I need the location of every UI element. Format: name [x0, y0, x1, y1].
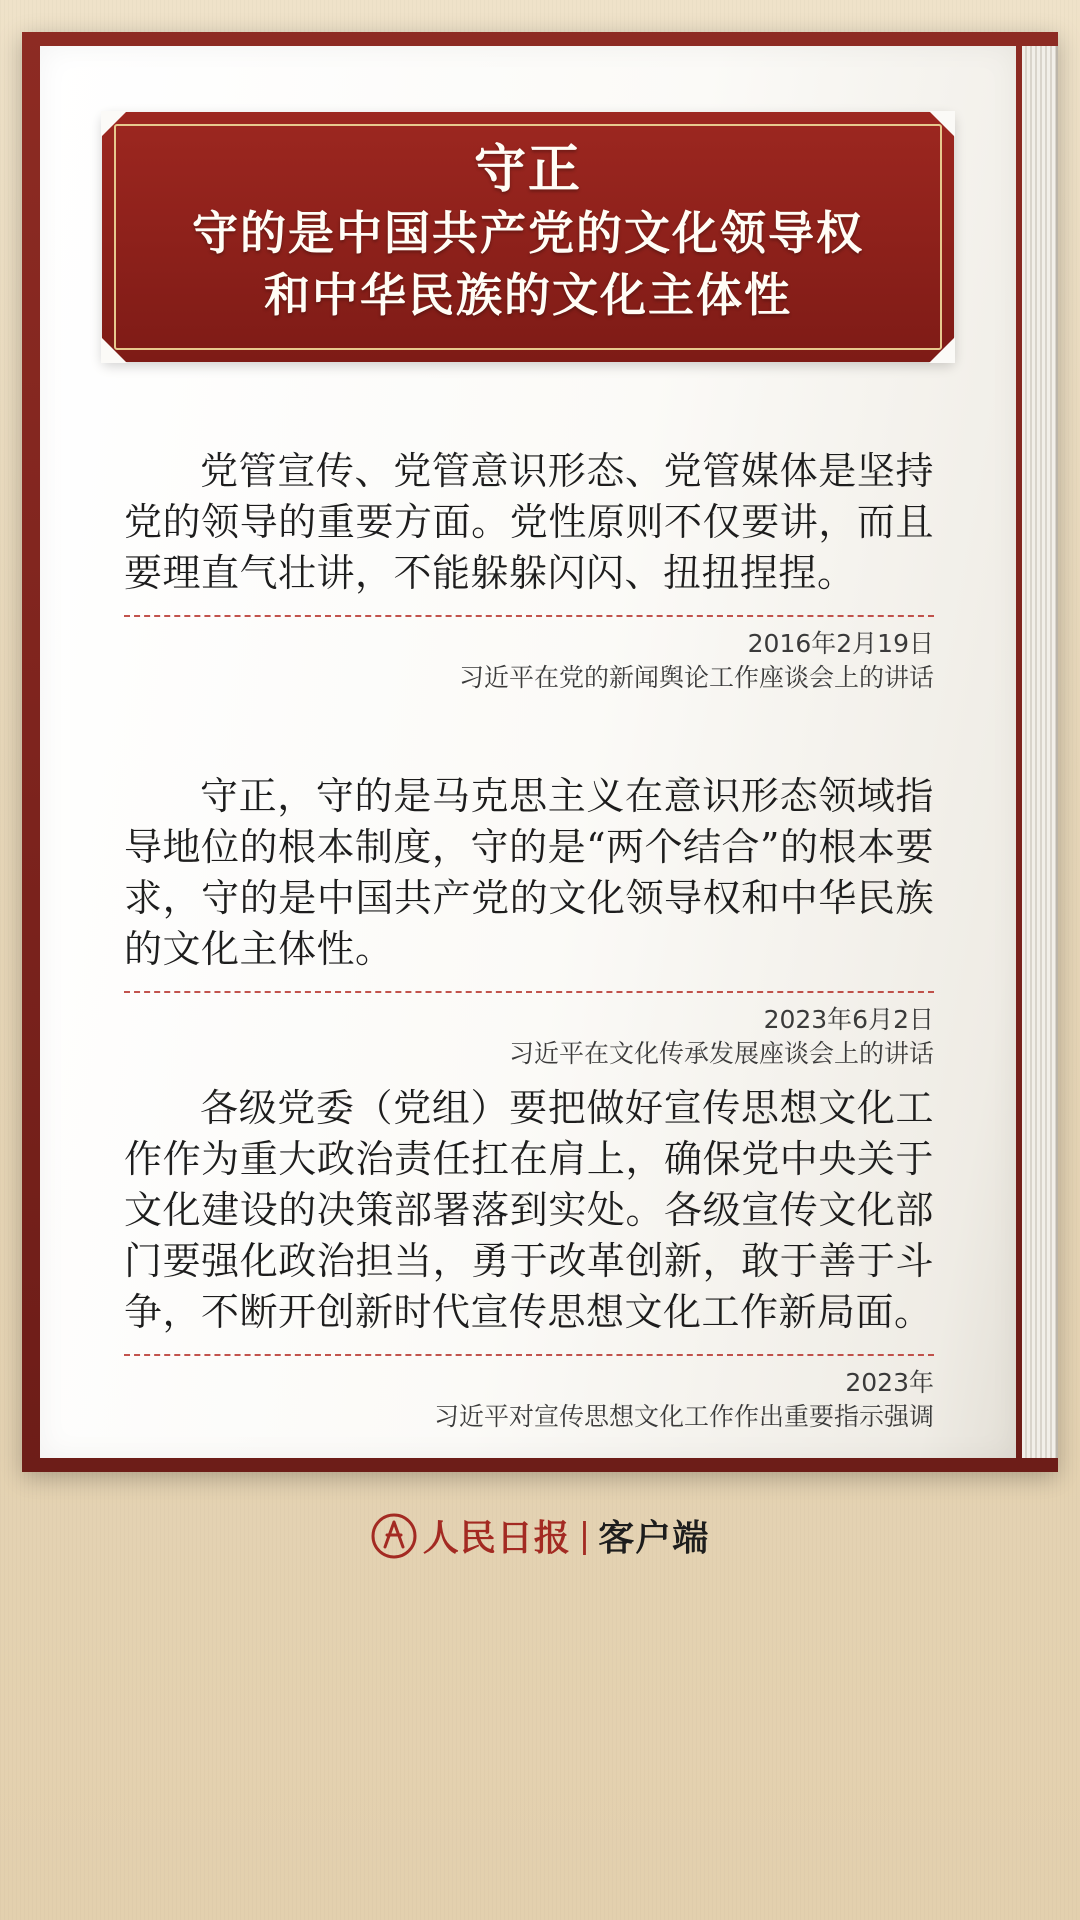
quote-text: 党管宣传、党管意识形态、党管媒体是坚持党的领导的重要方面。党性原则不仅要讲，而且要理直气壮讲，不能躲躲闪闪、扭扭捏捏。	[124, 449, 934, 595]
quote-text: 各级党委（党组）要把做好宣传思想文化工作作为重大政治责任扛在肩上，确保党中央关于文化建设的决策部署落到实处。各级宣传文化部门要强化政治担当，勇于改革创新，敢于善于斗争，不断开创新时代宣传思想文化工作新局面。	[124, 1086, 934, 1334]
title-line-2: 守的是中国共产党的文化领导权	[192, 206, 864, 260]
quote-block	[124, 1083, 934, 1434]
quote-date: 2023年	[845, 1368, 934, 1397]
peoples-daily-logo-icon	[371, 1513, 417, 1559]
page-title	[102, 138, 954, 326]
quote-block	[124, 771, 934, 1071]
quote-source: 习近平在党的新闻舆论工作座谈会上的讲话	[458, 663, 934, 692]
quote-date: 2023年6月2日	[763, 1005, 934, 1034]
quote-divider	[124, 1354, 934, 1356]
title-plaque	[102, 112, 954, 362]
quote-block	[124, 446, 934, 695]
footer-branding	[0, 1510, 1080, 1561]
footer-separator: |	[578, 1515, 591, 1556]
plaque-corner-notch	[929, 337, 955, 363]
quote-divider	[124, 615, 934, 617]
page-edge-stack	[1022, 46, 1058, 1458]
title-line-3: 和中华民族的文化主体性	[264, 268, 792, 322]
quote-source: 习近平在文化传承发展座谈会上的讲话	[508, 1039, 934, 1068]
footer-app-name: 客户端	[598, 1518, 710, 1559]
title-line-1: 守正	[473, 140, 582, 200]
quote-text: 守正，守的是马克思主义在意识形态领域指导地位的根本制度，守的是“两个结合”的根本要求，守的是中国共产党的文化领导权和中华民族的文化主体性。	[124, 774, 934, 971]
plaque-corner-notch	[929, 111, 955, 137]
document-page	[40, 46, 1016, 1458]
quote-divider	[124, 991, 934, 993]
plaque-corner-notch	[101, 337, 127, 363]
plaque-corner-notch	[101, 111, 127, 137]
quote-date: 2016年2月19日	[747, 629, 934, 658]
quote-source: 习近平对宣传思想文化工作作出重要指示强调	[433, 1402, 934, 1431]
footer-brand-name: 人民日报	[422, 1518, 571, 1559]
